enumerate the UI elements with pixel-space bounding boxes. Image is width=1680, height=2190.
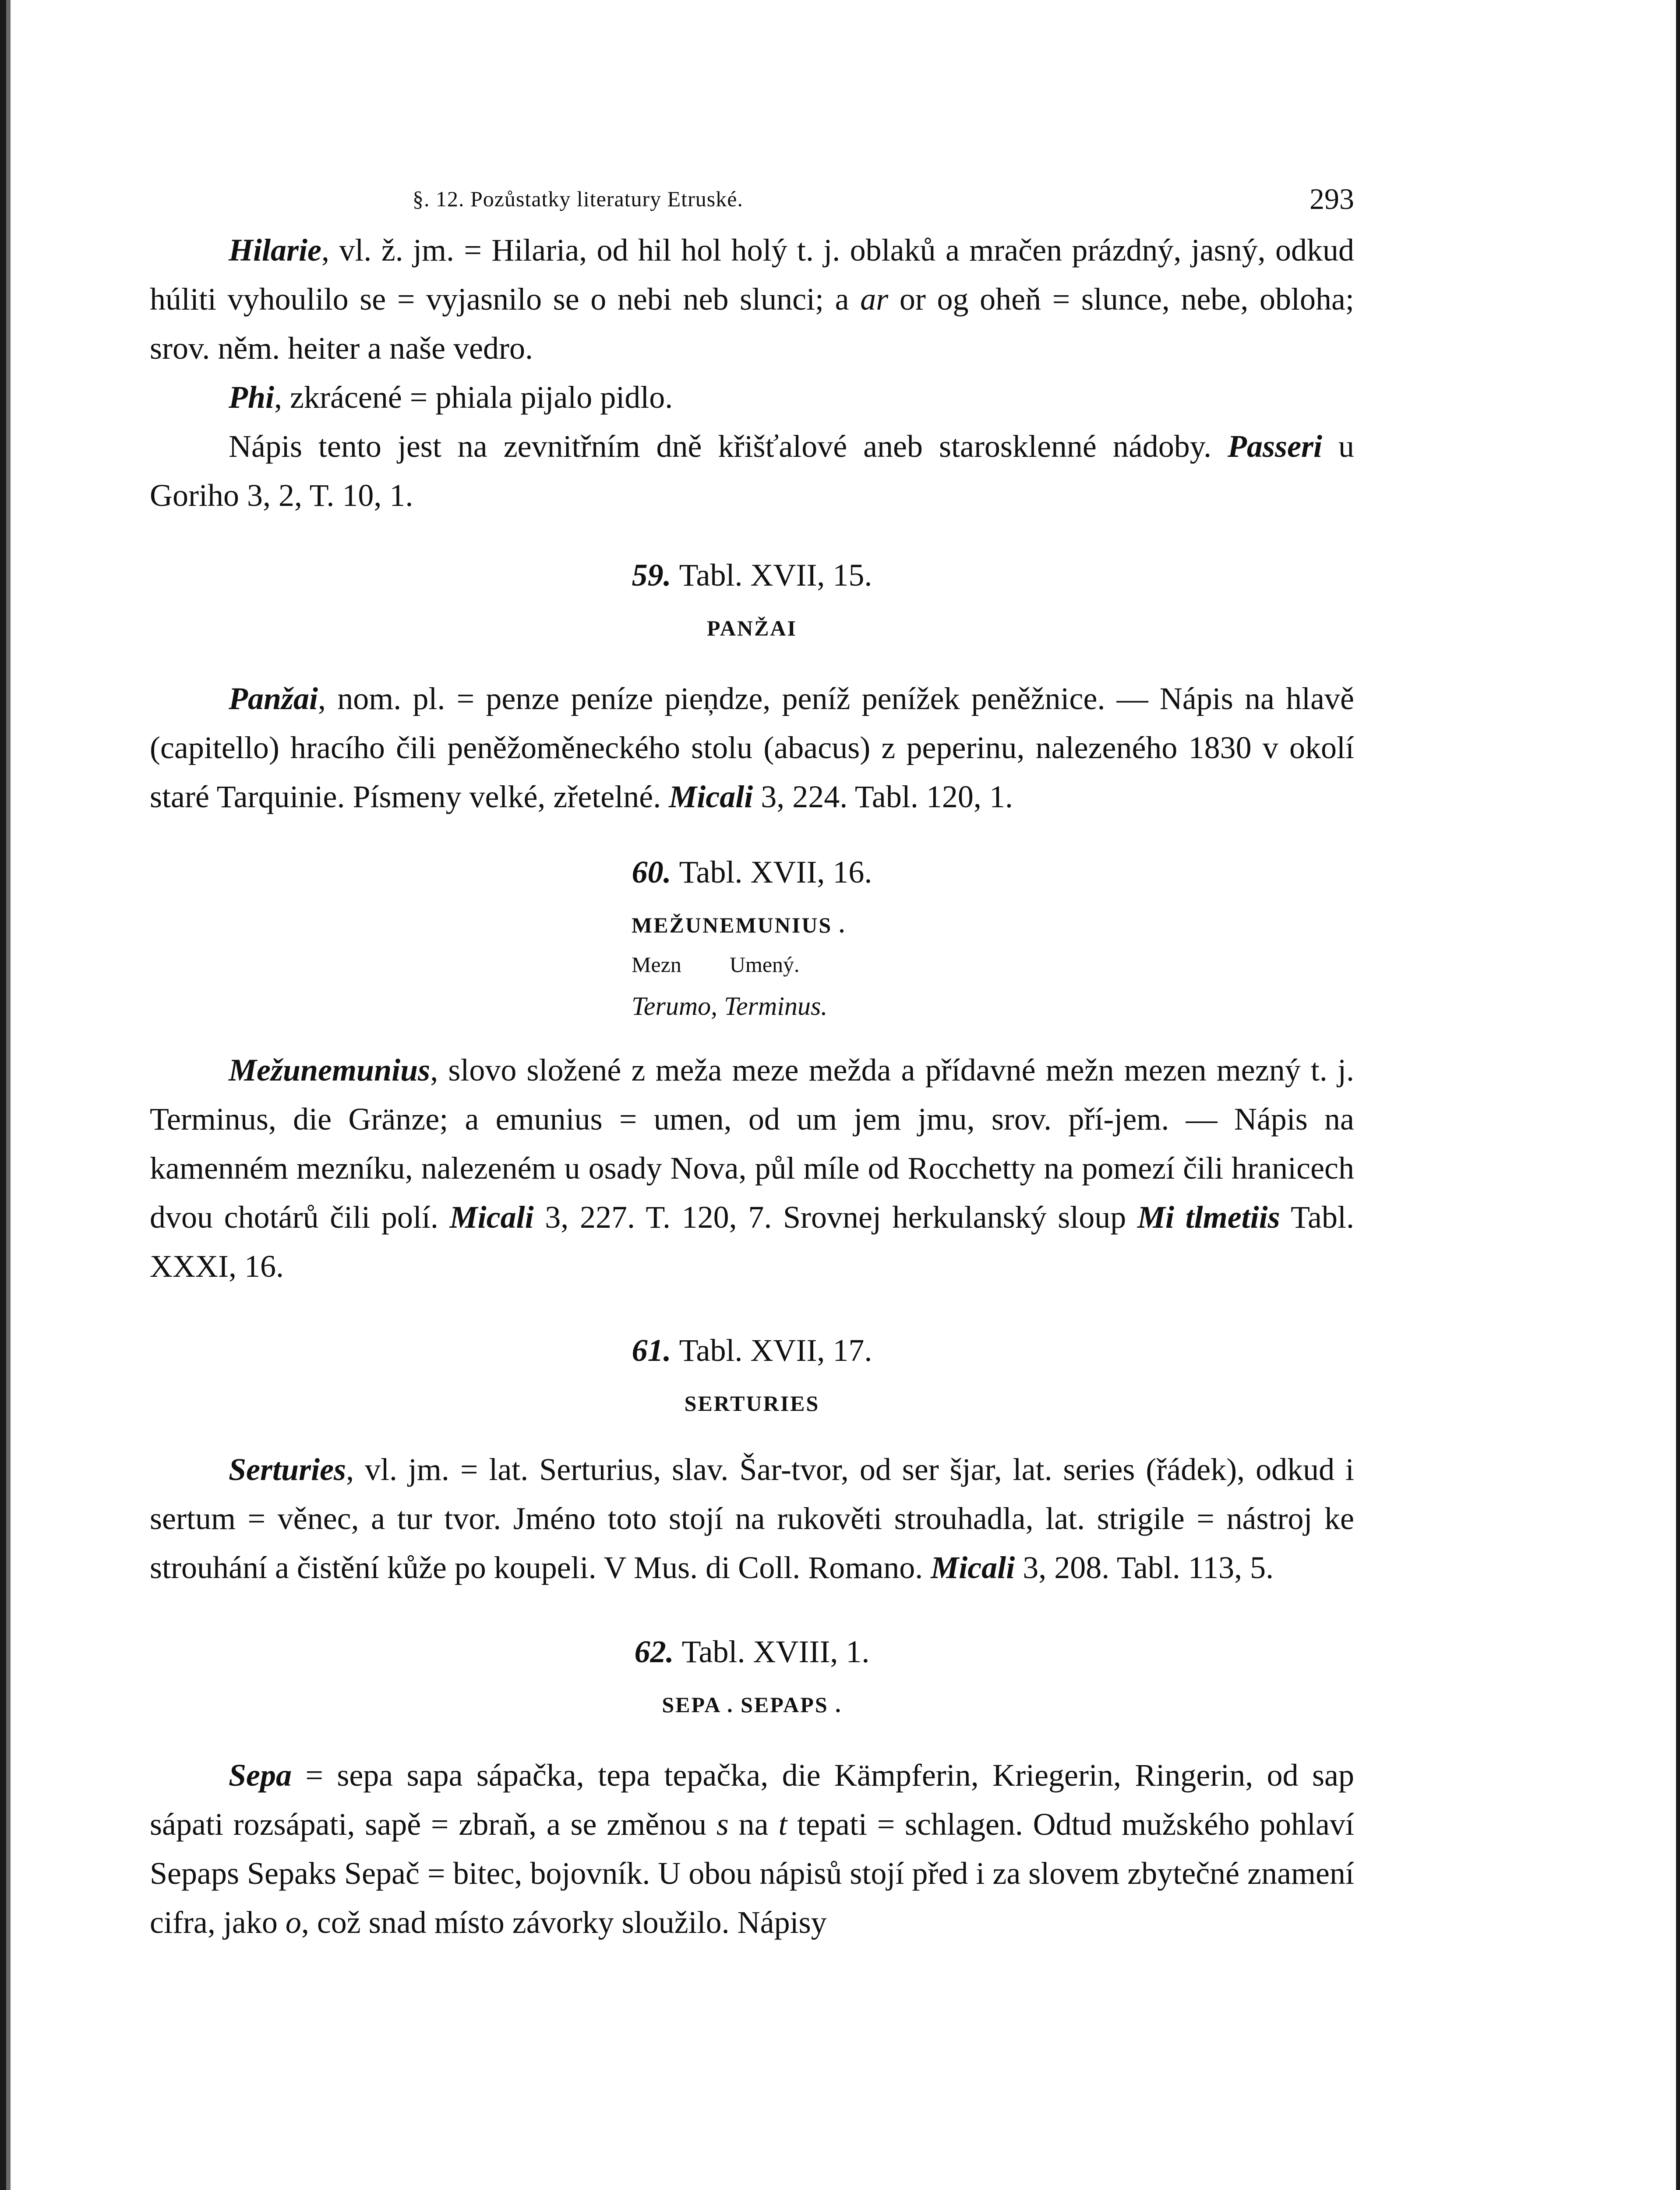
scan-left-edge — [0, 0, 6, 2190]
entry-label: Tabl. XVII, 15. — [679, 558, 872, 593]
inscription-59: PANŽAI — [707, 616, 797, 640]
text: = sepa sapa sápačka, tepa tepačka, die Kämpferin, Kriegerin, Ringerin, od sap sápati rozsápati, sapě = zbraň, a se změnou — [150, 1758, 1354, 1842]
lemma-mezunemunius: Mežunemunius — [229, 1053, 431, 1088]
paragraph-phi — [150, 373, 1354, 422]
paragraph-serturies — [150, 1445, 1354, 1592]
italic-word: ar — [860, 282, 889, 317]
paragraph-napis — [150, 422, 1354, 520]
scan-right-edge — [1676, 0, 1680, 2190]
inscription-60: MEŽUNEMUNIUS . — [632, 913, 846, 937]
running-head — [150, 177, 1354, 226]
text: , což snad místo závorky sloužilo. Nápisy — [301, 1905, 827, 1940]
italic-letter: t — [778, 1807, 787, 1842]
reference-micali: Micali — [931, 1550, 1015, 1585]
inscription-61: SERTURIES — [684, 1391, 820, 1416]
entry-label: Tabl. XVII, 17. — [679, 1333, 872, 1368]
text: or og oheň = slunce, nebe, obloha; srov. něm. heiter a naše vedro. — [150, 282, 1354, 366]
scan-left-shadow — [6, 0, 11, 2190]
text: 3, 208. Tabl. 113, 5. — [1015, 1550, 1274, 1585]
entry-number: 61. — [632, 1333, 671, 1368]
text: Tabl. XXXI, 16. — [150, 1200, 1354, 1284]
text: 3, 224. Tabl. 120, 1. — [753, 779, 1013, 814]
gloss-60 — [150, 945, 1354, 984]
italic-letter: s — [716, 1807, 729, 1842]
entry-heading-59 — [150, 551, 1354, 600]
text: , vl. jm. = lat. Serturius, slav. Šar-tvor, od ser šjar, lat. series (řádek), odkud i sertum = věnec, a tur tvor. Jméno toto stojí na rukověti strouhadla, lat. strigile = nástroj ke strouhání a čistění kůže po koupeli. V Mus. di Coll. Romano. — [150, 1452, 1354, 1585]
text: , slovo složené z meža meze mežda a přídavné mežn mezen mezný t. j. Terminus, die Gränze; a emunius = umen, od um jem jmu, srov. pří-jem. — Nápis na kamenném mezníku, nalezeném u osady Nova, půl míle od Rocchetty na pomezí čili hranicech dvou chotárů čili polí. — [150, 1053, 1354, 1235]
gloss-word: Mezn — [632, 952, 681, 977]
entry-label: Tabl. XVIII, 1. — [681, 1634, 870, 1669]
reference-micali: Micali — [669, 779, 753, 814]
lemma-serturies: Serturies — [229, 1452, 346, 1487]
gloss-60-latin: Terumo, Terminus. — [632, 992, 828, 1021]
entry-number: 59. — [632, 558, 671, 593]
paragraph-sepa — [150, 1751, 1354, 1947]
reference-micali: Micali — [449, 1200, 534, 1235]
paragraph-mezunemunius — [150, 1046, 1354, 1291]
entry-label: Tabl. XVII, 16. — [679, 855, 872, 890]
text: , zkrácené = phiala pijalo pidlo. — [274, 380, 673, 415]
text: , vl. ž. jm. = Hilaria, od hil hol holý t. j. oblaků a mračen prázdný, jasný, odkud húliti vyhoulilo se = vyjasnilo se o nebi neb slunci; a — [150, 233, 1354, 317]
inscription-62: SEPA . SEPAPS . — [662, 1692, 842, 1717]
lemma-phi: Phi — [229, 380, 275, 415]
lemma-panzai: Panžai — [229, 681, 318, 716]
reference-mi-tlmetiis: Mi tlmetiis — [1137, 1200, 1280, 1235]
text: tepati = schlagen. Odtud mužského pohlaví Sepaps Sepaks Sepač = bitec, bojovník. U obou nápisů stojí před i za slovem zbytečné znamení cifra, jako — [150, 1807, 1354, 1940]
text: Nápis tento jest na zevnitřním dně křišťalové aneb starosklenné nádoby. — [229, 429, 1228, 464]
reference-passeri: Passeri — [1228, 429, 1323, 464]
entry-heading-61 — [150, 1326, 1354, 1375]
italic-letter: o — [285, 1905, 301, 1940]
entry-number: 62. — [634, 1634, 674, 1669]
page-number: 293 — [1309, 182, 1354, 215]
entry-heading-62 — [150, 1627, 1354, 1676]
paragraph-panzai — [150, 674, 1354, 821]
entry-number: 60. — [632, 855, 671, 890]
text: u Goriho 3, 2, T. 10, 1. — [150, 429, 1354, 513]
book-page — [150, 177, 1354, 1947]
text: na — [728, 1807, 779, 1842]
lemma-hilarie: Hilarie — [229, 233, 321, 268]
text: , nom. pl. = penze peníze pieņdze, peníž penížek peněžnice. — Nápis na hlavě (capitello) hracího čili peněžoměneckého stolu (abacus) z peperinu, nalezeného 1830 v okolí staré Tarquinie. Písmeny velké, zřetelné. — [150, 681, 1354, 814]
lemma-sepa: Sepa — [229, 1758, 292, 1793]
entry-heading-60 — [150, 848, 1354, 897]
gloss-word: Umený. — [729, 952, 800, 977]
text: 3, 227. T. 120, 7. Srovnej herkulanský sloup — [533, 1200, 1137, 1235]
paragraph-hilarie — [150, 226, 1354, 373]
running-title: §. 12. Pozůstatky literatury Etruské. — [413, 187, 743, 211]
